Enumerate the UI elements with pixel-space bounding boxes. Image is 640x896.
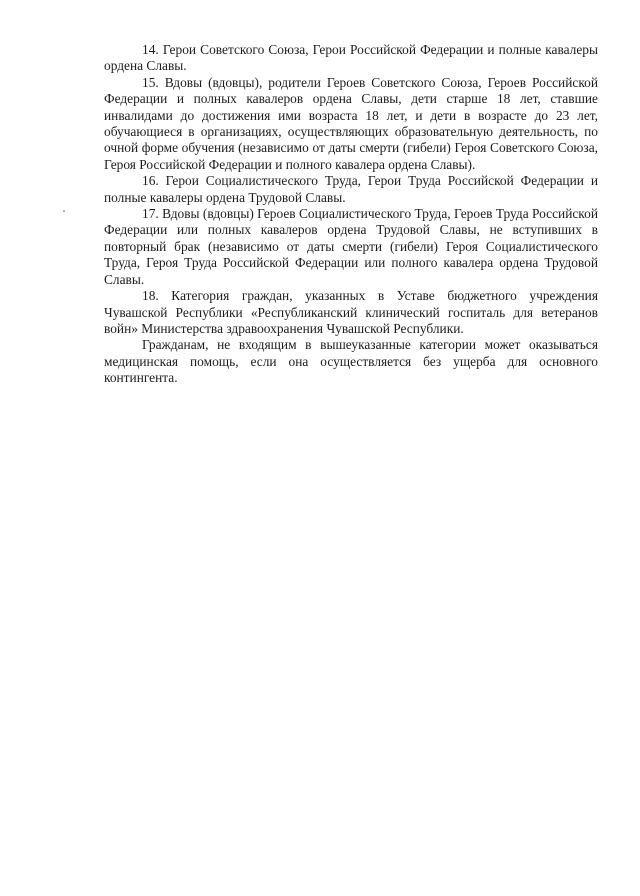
paragraph-item-15: 15. Вдовы (вдовцы), родители Героев Советского Союза, Героев Российской Федерации и полных кавалеров ордена Славы, дети старше 18 лет, ставшие инвалидами до достижения ими возраста 18 лет, и дети в возрасте до 23 лет, обучающиеся в организациях, осуществляющих образовательную деятельность, по очной форме обучения (независимо от даты смерти (гибели) Героя Советского Союза, Героя Российской Федерации и полного кавалера ордена Славы). [104, 74, 598, 172]
paragraph-item-17: 17. Вдовы (вдовцы) Героев Социалистического Труда, Героев Труда Российской Федерации или полных кавалеров ордена Трудовой Славы, не вступивших в повторный брак (независимо от даты смерти (гибели) Героя Социалистического Труда, Героя Труда Российской Федерации или полного кавалера ордена Трудовой Славы. [104, 206, 598, 287]
paragraph-item-18: 18. Категория граждан, указанных в Уставе бюджетного учреждения Чувашской Республики «Республиканский клинический госпиталь для ветеранов войн» Министерства здравоохранения Чувашской Республики. [104, 288, 598, 336]
paragraph-closing-note: Гражданам, не входящим в вышеуказанные категории может оказываться медицинская помощь, если она осуществляется без ущерба для основного контингента. [104, 337, 598, 386]
scan-speck [63, 210, 65, 212]
paragraph-item-14: 14. Герои Советского Союза, Герои Российской Федерации и полные кавалеры ордена Славы. [104, 42, 598, 74]
paragraph-item-16: 16. Герои Социалистического Труда, Герои Труда Российской Федерации и полные кавалеры ордена Трудовой Славы. [104, 173, 598, 205]
document-body [104, 42, 598, 387]
